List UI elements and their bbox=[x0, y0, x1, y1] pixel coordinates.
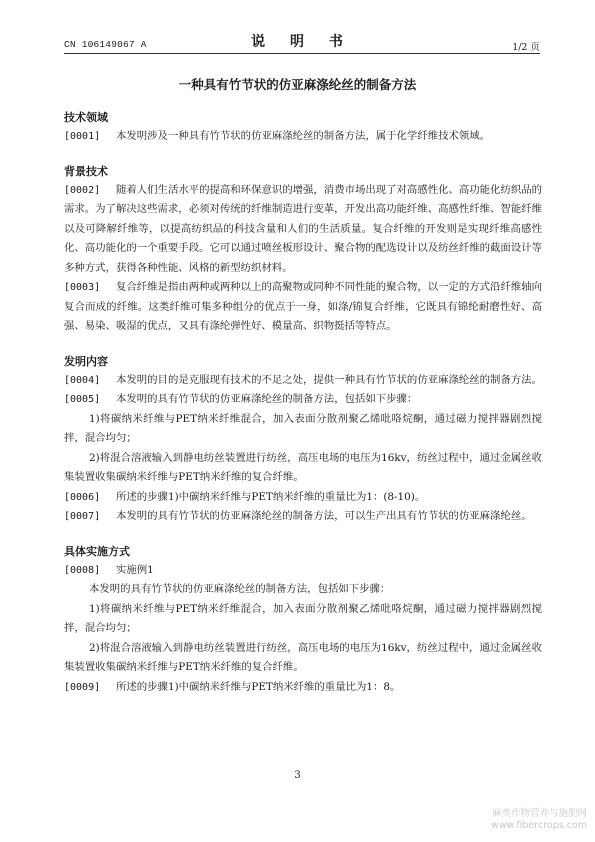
paragraph-number: [0004] bbox=[64, 374, 101, 386]
watermark-line-1: 麻类作物营养与施肥网 bbox=[491, 808, 587, 819]
paragraph-text: 所述的步骤1)中碳纳米纤维与PET纳米纤维的重量比为1：8。 bbox=[116, 680, 401, 693]
header-divider bbox=[64, 53, 540, 54]
paragraph-number: [0002] bbox=[64, 184, 101, 196]
step-1: 1)将碳纳米纤维与PET纳米纤维混合，加入表面分散剂聚乙烯吡咯烷酮，通过磁力搅拌器剧烈搅拌，混合均匀； bbox=[64, 602, 542, 634]
watermark-line-2: www.fibercrops.com bbox=[490, 820, 587, 831]
paragraph-number: [0007] bbox=[64, 511, 101, 522]
step-1: 1)将碳纳米纤维与PET纳米纤维混合，加入表面分散剂聚乙烯吡咯烷酮，通过磁力搅拌器剧烈搅拌，混合均匀； bbox=[64, 412, 542, 444]
paragraph-text: 本发明涉及一种具有竹节状的仿亚麻涤纶丝的制备方法，属于化学纤维技术领域。 bbox=[116, 130, 491, 142]
publication-number: CN 106149067 A bbox=[64, 39, 147, 50]
paragraph-text: 随着人们生活水平的提高和环保意识的增强，消费市场出现了对高感性化、高功能化纺织品的需求。为了解决这些需求，必须对传统的纤维制造进行变革，开发出高功能纤维、高感性纤维、智能纤维以及可降解纤维等，以提高纺织品的科技含量和人们的生活质量。复合纤维的开发则是实现纤维高感性化、高功能化的一个重要手段。它可以通过喷丝板形设计、聚合物的配选设计以及纺丝纤维的截面设计等多种方式，获得各种性能、风格的新型纺织材料。 bbox=[64, 183, 543, 274]
section-heading-tech-field: 技术领域 bbox=[64, 111, 108, 124]
paragraph-text: 复合纤维是指由两种或两种以上的高聚物或同种不同性能的聚合物，以一定的方式沿纤维轴向复合而成的纤维。这类纤维可集多种组分的优点于一身，如涤/锦复合纤维，它既具有锦纶耐磨性好、高强、易染、吸湿的优点，又具有涤纶弹性好、模量高、织物挺括等特点。 bbox=[64, 281, 543, 332]
document-title: 一种具有竹节状的仿亚麻涤纶丝的制备方法 bbox=[178, 77, 417, 92]
paragraph-0002 bbox=[64, 181, 542, 279]
embodiment-intro: 本发明的具有竹节状的仿亚麻涤纶丝的制备方法，包括如下步骤： bbox=[89, 583, 391, 595]
page-number: 3 bbox=[294, 770, 301, 781]
document-body bbox=[64, 108, 542, 697]
header-title: 说 明 书 bbox=[251, 34, 353, 50]
section-heading-background: 背景技术 bbox=[64, 164, 108, 178]
paragraph-0007 bbox=[64, 507, 542, 527]
paragraph-0001 bbox=[64, 127, 542, 147]
paragraph-text: 本发明的具有竹节状的仿亚麻涤纶丝的制备方法，可以生产出具有竹节状的仿亚麻涤纶丝。 bbox=[116, 510, 532, 522]
paragraph-text: 实施例1 bbox=[116, 563, 154, 576]
paragraph-number: [0006] bbox=[64, 491, 101, 503]
paragraph-text: 本发明的具有竹节状的仿亚麻涤纶丝的制备方法，包括如下步骤： bbox=[116, 393, 418, 405]
step-2: 2)将混合溶液输入到静电纺丝装置进行纺丝，高压电场的电压为16kv，纺丝过程中，通过金属丝收集装置收集碳纳米纤维与PET纳米纤维的复合纤维。 bbox=[64, 451, 542, 483]
paragraph-number: [0009] bbox=[64, 681, 101, 693]
paragraph-text: 本发明的目的是克服现有技术的不足之处，提供一种具有竹节状的仿亚麻涤纶丝的制备方法。 bbox=[116, 373, 543, 386]
paragraph-0006 bbox=[64, 488, 542, 508]
step-2: 2)将混合溶液输入到静电纺丝装置进行纺丝，高压电场的电压为16kv，纺丝过程中，通过金属丝收集装置收集碳纳米纤维与PET纳米纤维的复合纤维。 bbox=[64, 641, 542, 673]
paragraph-0008 bbox=[64, 561, 542, 581]
paragraph-number: [0003] bbox=[64, 282, 101, 293]
page-indicator: 1/2 页 bbox=[512, 42, 540, 53]
paragraph-0004 bbox=[64, 371, 542, 391]
paragraph-number: [0005] bbox=[64, 394, 101, 405]
section-heading-summary: 发明内容 bbox=[64, 354, 108, 368]
paragraph-number: [0001] bbox=[64, 131, 101, 142]
section-heading-embodiment: 具体实施方式 bbox=[64, 544, 130, 558]
watermark bbox=[491, 808, 587, 832]
paragraph-0009 bbox=[64, 678, 542, 698]
paragraph-number: [0008] bbox=[64, 564, 101, 576]
page-header bbox=[64, 30, 540, 54]
paragraph-0003 bbox=[64, 278, 542, 337]
paragraph-0005 bbox=[64, 390, 542, 410]
paragraph-text: 所述的步骤1)中碳纳米纤维与PET纳米纤维的重量比为1：(8-10)。 bbox=[116, 490, 426, 503]
